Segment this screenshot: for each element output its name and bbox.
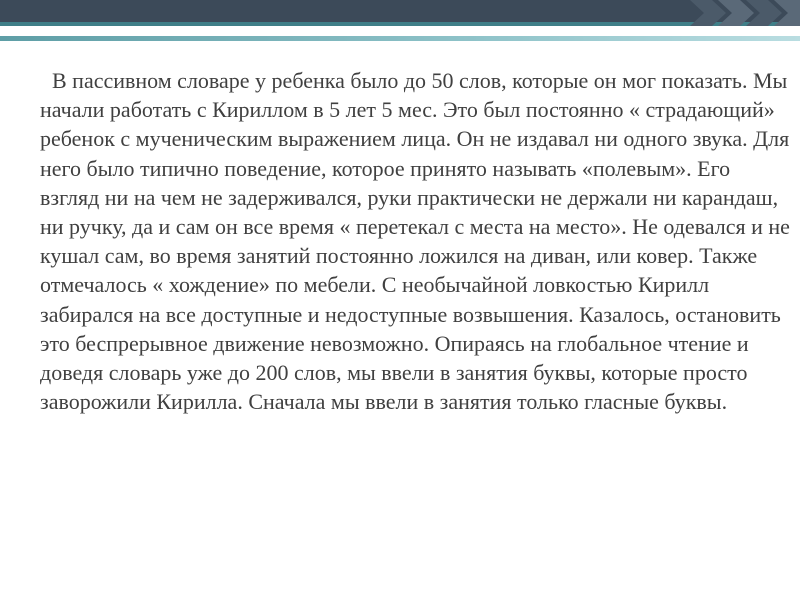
header-band [0,0,800,26]
header-accent-strip [0,22,800,26]
title-underline [0,36,800,41]
slide-body-text [40,66,792,416]
chevron-decoration-icon [690,0,800,26]
paragraph-text: В пассивном словаре у ребенка было до 50 слов, которые он мог показать. Мы начали работать с Кириллом в 5 лет 5 мес. Это был постоянно « страдающий» ребенок с мученическим выражением лица. Он не издавал ни одного звука. Для него было типично поведение, которое принято называть «полевым». Его взгляд ни на чем не задерживался, руки практически не держали ни карандаш, ни ручку, да и сам он все время « перетекал с места на место». Не одевался и не кушал сам, во время занятий постоянно ложился на диван, или ковер. Также отмечалось « хождение» по мебели. С необычайной ловкостью Кирилл забирался на все доступные и недоступные возвышения. Казалось, остановить это беспрерывное движение невозможно. Опираясь на глобальное чтение и доведя словарь уже до 200 слов, мы ввели в занятия буквы, которые просто заворожили Кирилла. Сначала мы ввели в занятия только гласные буквы. [40,68,790,415]
